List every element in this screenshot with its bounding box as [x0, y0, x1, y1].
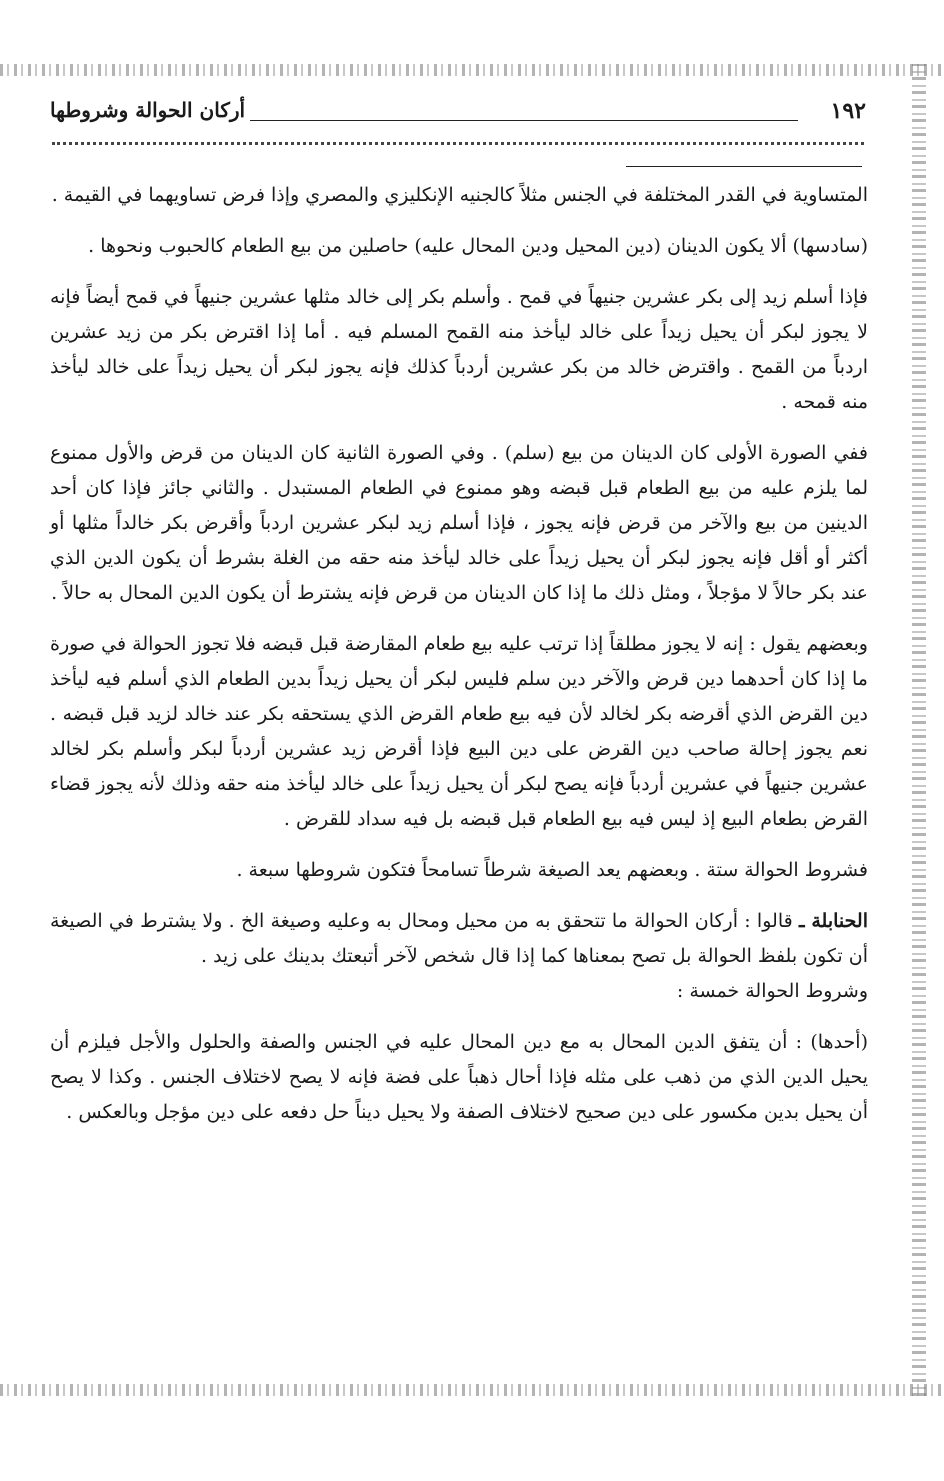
- conditions-intro: وشروط الحوالة خمسة :: [676, 980, 868, 1002]
- dotted-divider: [52, 142, 864, 145]
- paragraph: فإذا أسلم زيد إلى بكر عشرين جنيهاً في قمح . وأسلم بكر إلى خالد مثلها عشرين جنيهاً في قمح أيضاً فإنه لا يجوز لبكر أن يحيل زيداً على خالد ليأخذ منه القمح المسلم فيه . أما إذا اقترض بكر من زيد عشرين اردباً من القمح . واقترض خالد من بكر عشرين أردباً كذلك فإنه يجوز لبكر أن يحيل زيداً على خالد ليأخذ منه قمحه .: [50, 286, 868, 413]
- header-rule: [250, 120, 798, 121]
- hanabila-text: قالوا : أركان الحوالة ما تتحقق به من محيل ومحال به وعليه وصيغة الخ . ولا يشترط في الصيغة أن تكون بلفظ الحوالة بل تصح بمعناها كما إذا قال شخص لآخر أتبعتك بدينك على زيد .: [50, 910, 868, 967]
- hanabila-paragraph: [50, 904, 868, 974]
- page-header: [50, 98, 866, 138]
- hanabila-label: الحنابلة ـ: [798, 910, 868, 932]
- page-number: ١٩٢: [830, 98, 866, 124]
- paragraph: المتساوية في القدر المختلفة في الجنس مثلاً كالجنيه الإنكليزي والمصري وإذا فرض تساويهما في القيمة .: [51, 184, 868, 206]
- decorative-border-bottom: [0, 1384, 944, 1396]
- paragraph: فشروط الحوالة ستة . وبعضهم يعد الصيغة شرطاً تسامحاً فتكون شروطها سبعة .: [236, 859, 868, 881]
- paragraph: ففي الصورة الأولى كان الدينان من بيع (سلم) . وفي الصورة الثانية كان الدينان من قرض والأول ممنوع لما يلزم عليه من بيع الطعام قبل قبضه وهو ممنوع في الطعام المستبدل . والثاني جائز فإذا كان أحد الدينين من بيع والآخر من قرض فإنه يجوز ، فإذا أسلم زيد لبكر عشرين اردباً وأقرض بكر خالداً مثلها أو أكثر أو أقل فإنه يجوز لبكر أن يحيل زيداً على خالد ليأخذ منه حقه من الغلة بشرط أن يكون الدين الذي عند بكر حالاً لا مؤجلاً ، ومثل ذلك ما إذا كان الدينان من قرض فإنه يشترط أن يكون الدين المحال به حالاً .: [50, 442, 868, 604]
- paragraph: (أحدها) : أن يتفق الدين المحال به مع دين المحال عليه في الجنس والصفة والحلول والأجل فيلزم أن يحيل الدين الذي من ذهب على مثله فإذا أحال ذهباً على فضة فإنه لا يصح لاختلاف الجنس . وكذا لا يصح أن يحيل بدين مكسور على دين صحيح لاختلاف الصفة ولا يحيل ديناً حل دفعه على دين مؤجل وبالعكس .: [50, 1031, 868, 1123]
- paragraph: (سادسها) ألا يكون الدينان (دين المحيل ودين المحال عليه) حاصلين من بيع الطعام كالحبوب ونحوها .: [88, 235, 868, 257]
- running-title: أركان الحوالة وشروطها: [50, 98, 246, 122]
- decorative-border-right: [912, 64, 926, 1396]
- footnote-rule: [626, 166, 862, 167]
- decorative-border-top: [0, 64, 944, 76]
- paragraph: وبعضهم يقول : إنه لا يجوز مطلقاً إذا ترتب عليه بيع طعام المقارضة قبل قبضه فلا تجوز الحوالة في صورة ما إذا كان أحدهما دين قرض والآخر دين سلم فليس لبكر أن يحيل زيداً بدين الطعام الذي أسلم فيه ليأخذ دين القرض الذي أقرضه بكر لخالد لأن فيه بيع طعام القرض الذي يستحقه بكر عند خالد لزيد قبل قبضه . نعم يجوز إحالة صاحب دين القرض على دين البيع فإذا أقرض زيد عشرين أردباً لبكر وأسلم بكر لخالد عشرين جنيهاً في عشرين أردباً فإنه يصح لبكر أن يحيل زيداً على خالد ليأخذ منه حقه وذلك لأنه يجوز قضاء القرض بطعام البيع إذ ليس فيه بيع الطعام قبل قبضه بل فيه سداد للقرض .: [50, 633, 868, 830]
- page-body: [50, 178, 868, 1146]
